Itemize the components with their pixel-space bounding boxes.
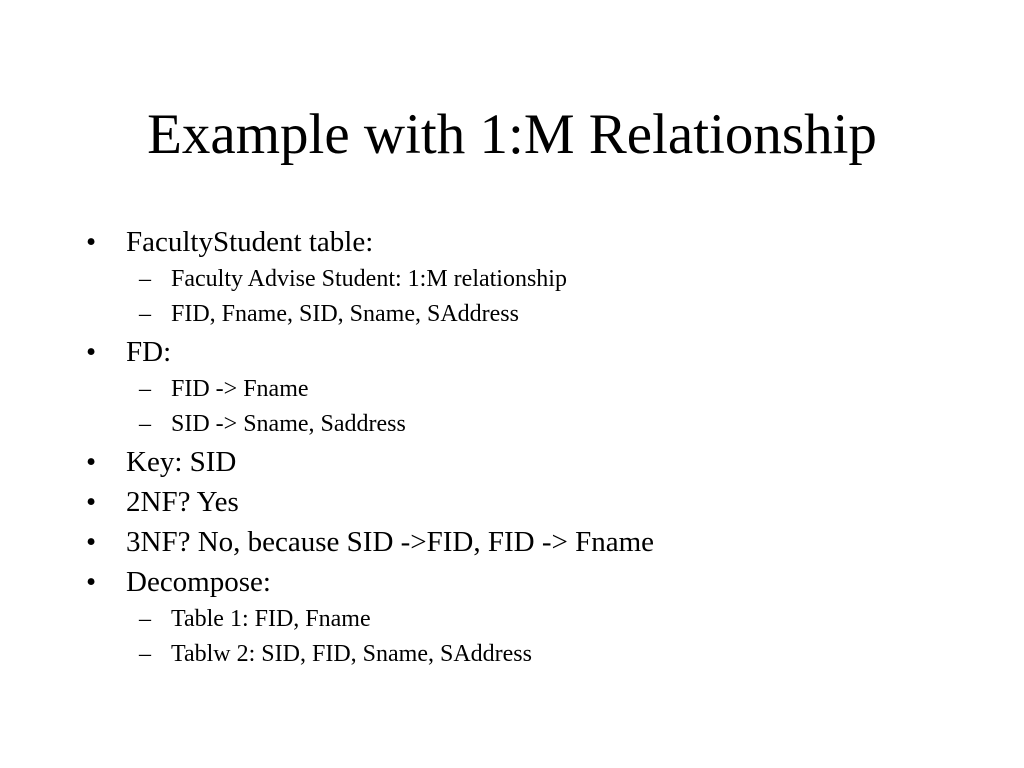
dash-icon: – xyxy=(139,606,151,632)
bullet-item xyxy=(86,222,986,262)
sub-bullet-text: Faculty Advise Student: 1:M relationship xyxy=(171,266,567,292)
dash-icon: – xyxy=(139,376,151,402)
sub-bullet-item xyxy=(86,602,986,637)
slide-title: Example with 1:M Relationship xyxy=(147,103,877,166)
sub-bullet-text: FID -> Fname xyxy=(171,376,309,402)
bullet-icon: • xyxy=(86,566,97,598)
bullet-item xyxy=(86,522,986,562)
bullet-text: 3NF? No, because SID ->FID, FID -> Fname xyxy=(126,526,655,558)
sub-bullet-text: Tablw 2: SID, FID, Sname, SAddress xyxy=(171,641,532,667)
sub-bullet-text: SID -> Sname, Saddress xyxy=(171,411,406,437)
bullet-icon: • xyxy=(86,446,97,478)
bullet-icon: • xyxy=(86,526,97,558)
sub-bullet-text: Table 1: FID, Fname xyxy=(171,606,371,632)
bullet-text: Key: SID xyxy=(126,446,237,478)
bullet-text: 2NF? Yes xyxy=(126,486,239,518)
dash-icon: – xyxy=(139,641,151,667)
dash-icon: – xyxy=(139,301,151,327)
sub-bullet-item xyxy=(86,637,986,672)
bullet-item xyxy=(86,442,986,482)
bullet-item xyxy=(86,482,986,522)
sub-bullet-item xyxy=(86,372,986,407)
bullet-icon: • xyxy=(86,226,97,258)
dash-icon: – xyxy=(139,411,151,437)
bullet-icon: • xyxy=(86,336,97,368)
sub-bullet-item xyxy=(86,407,986,442)
bullet-text: FacultyStudent table: xyxy=(126,226,374,258)
dash-icon: – xyxy=(139,266,151,292)
sub-bullet-item xyxy=(86,297,986,332)
bullet-item xyxy=(86,562,986,602)
sub-bullet-text: FID, Fname, SID, Sname, SAddress xyxy=(171,301,519,327)
bullet-list xyxy=(86,222,986,672)
sub-bullet-item xyxy=(86,262,986,297)
bullet-item xyxy=(86,332,986,372)
bullet-text: FD: xyxy=(126,336,172,368)
bullet-text: Decompose: xyxy=(126,566,271,598)
bullet-icon: • xyxy=(86,486,97,518)
